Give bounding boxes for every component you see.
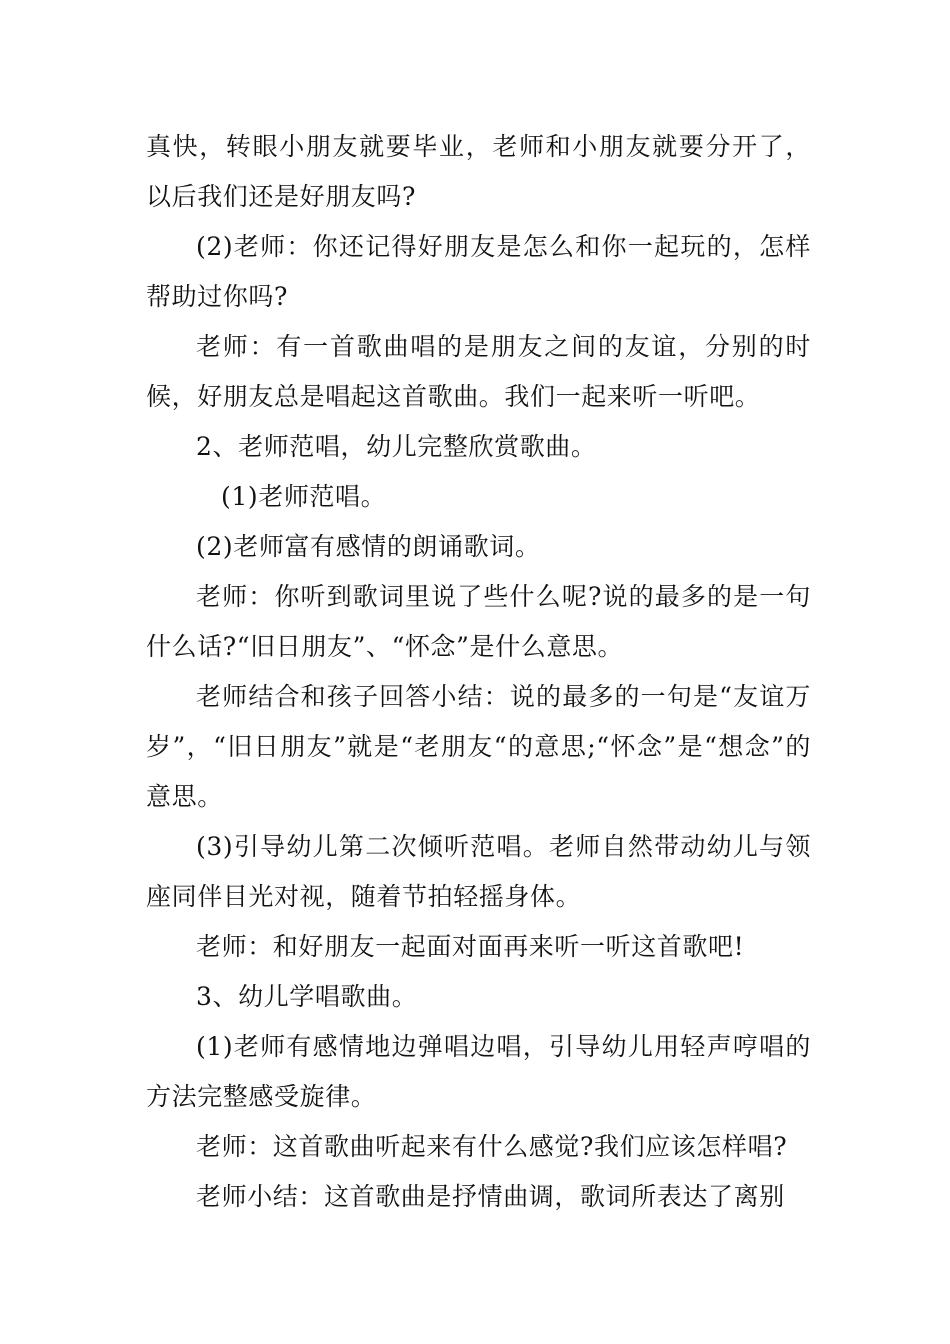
paragraph-8: 老师结合和孩子回答小结：说的最多的一句是“友谊万岁”，“旧日朋友”就是“老朋友“的意思;“怀念”是“想念”的意思。 xyxy=(146,682,811,811)
paragraph-4: 2、老师范唱，幼儿完整欣赏歌曲。 xyxy=(196,432,597,461)
paragraph-10: 老师：和好朋友一起面对面再来听一听这首歌吧! xyxy=(196,932,745,961)
paragraph-3: 老师：有一首歌曲唱的是朋友之间的友谊，分别的时候，好朋友总是唱起这首歌曲。我们一起来听一听吧。 xyxy=(146,332,811,411)
paragraph-1: 真快，转眼小朋友就要毕业，老师和小朋友就要分开了，以后我们还是好朋友吗? xyxy=(146,132,811,211)
paragraph-5: (1)老师范唱。 xyxy=(221,482,387,511)
paragraph-2: (2)老师：你还记得好朋友是怎么和你一起玩的，怎样帮助过你吗? xyxy=(146,232,811,311)
paragraph-13: 老师：这首歌曲听起来有什么感觉?我们应该怎样唱? xyxy=(196,1132,788,1161)
paragraph-9: (3)引导幼儿第二次倾听范唱。老师自然带动幼儿与领座同伴目光对视，随着节拍轻摇身体。 xyxy=(146,832,811,911)
document-body xyxy=(146,122,811,1222)
paragraph-11: 3、幼儿学唱歌曲。 xyxy=(196,982,418,1011)
paragraph-6: (2)老师富有感情的朗诵歌词。 xyxy=(196,532,541,561)
paragraph-14: 老师小结：这首歌曲是抒情曲调，歌词所表达了离别 xyxy=(196,1182,785,1211)
paragraph-12: (1)老师有感情地边弹唱边唱，引导幼儿用轻声哼唱的方法完整感受旋律。 xyxy=(146,1032,811,1111)
paragraph-7: 老师：你听到歌词里说了些什么呢?说的最多的是一句什么话?“旧日朋友”、“怀念”是什么意思。 xyxy=(146,582,811,661)
